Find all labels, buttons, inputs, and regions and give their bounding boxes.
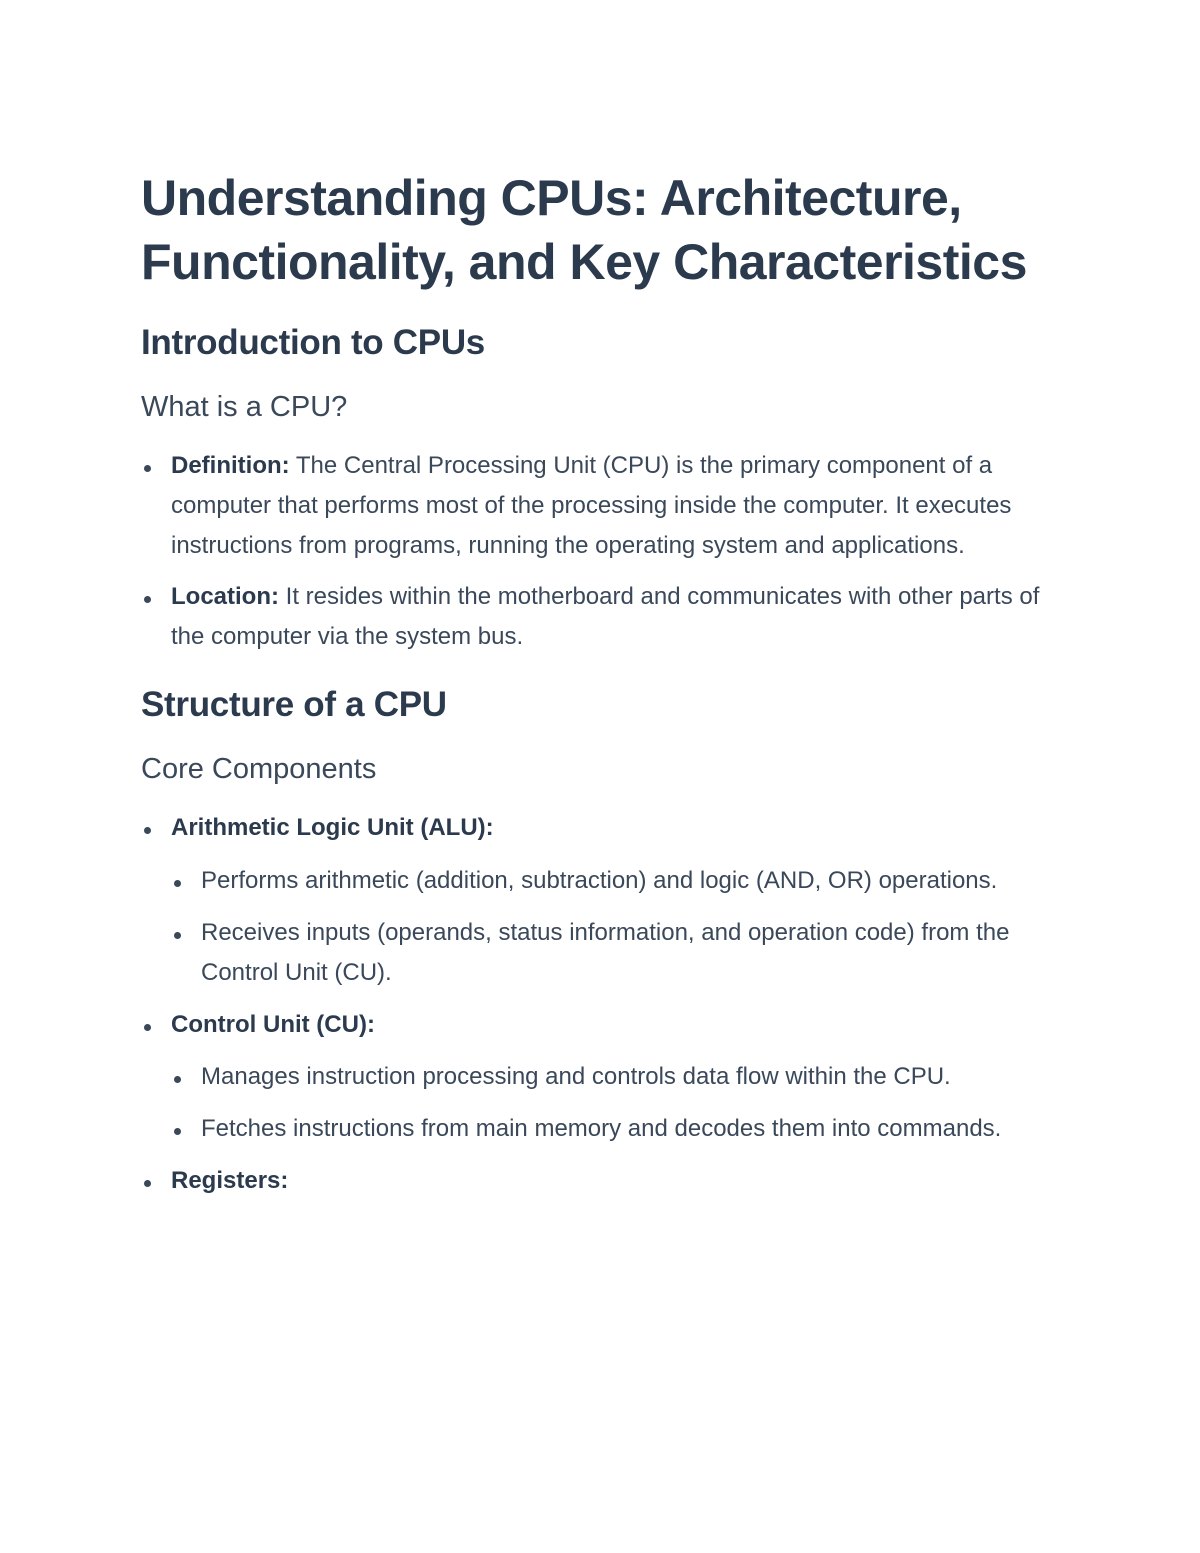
item-text: Manages instruction processing and controls data flow within the CPU. <box>201 1063 951 1090</box>
sub-item-alu-inputs <box>141 913 1071 993</box>
document-page <box>141 166 1071 1201</box>
bullet-icon <box>174 1076 181 1083</box>
title-line-1: Understanding CPUs: Architecture, <box>141 170 962 226</box>
list-item-registers <box>141 1161 1071 1201</box>
item-text: The Central Processing Unit (CPU) is the primary component of a computer that performs most of the processing inside the computer. It executes instructions from programs, running the operating system and applications. <box>171 452 1012 559</box>
subheading-what-is-cpu: What is a CPU? <box>141 391 348 423</box>
sub-item-cu-fetches <box>141 1109 1071 1149</box>
components-list <box>141 808 1071 1201</box>
term-label: Definition: <box>171 452 290 479</box>
list-item-control-unit <box>141 1005 1071 1045</box>
term-label: Arithmetic Logic Unit (ALU): <box>171 814 494 841</box>
section-heading-introduction: Introduction to CPUs <box>141 323 485 362</box>
section-heading-structure: Structure of a CPU <box>141 685 447 724</box>
term-label: Registers: <box>171 1167 289 1194</box>
intro-list <box>141 446 1071 657</box>
title-line-2: Functionality, and Key Characteristics <box>141 234 1027 290</box>
bullet-icon <box>144 1024 151 1031</box>
bullet-icon <box>174 932 181 939</box>
bullet-icon <box>144 827 151 834</box>
list-item-definition <box>141 446 1071 566</box>
bullet-icon <box>144 596 151 603</box>
bullet-icon <box>144 1180 151 1187</box>
item-text: Receives inputs (operands, status information, and operation code) from the Control Unit (CU). <box>201 919 1010 986</box>
term-label: Location: <box>171 583 279 610</box>
list-item-alu <box>141 808 1071 848</box>
item-text: Performs arithmetic (addition, subtraction) and logic (AND, OR) operations. <box>201 867 998 894</box>
list-item-location <box>141 577 1071 657</box>
item-text: Fetches instructions from main memory and decodes them into commands. <box>201 1115 1002 1142</box>
bullet-icon <box>174 1128 181 1135</box>
item-text: It resides within the motherboard and communicates with other parts of the computer via the system bus. <box>171 583 1040 650</box>
bullet-icon <box>174 880 181 887</box>
document-title <box>141 166 1071 294</box>
term-label: Control Unit (CU): <box>171 1011 375 1038</box>
sub-item-cu-manages <box>141 1057 1071 1097</box>
subheading-core-components: Core Components <box>141 753 377 785</box>
sub-item-alu-operations <box>141 861 1071 901</box>
bullet-icon <box>144 465 151 472</box>
